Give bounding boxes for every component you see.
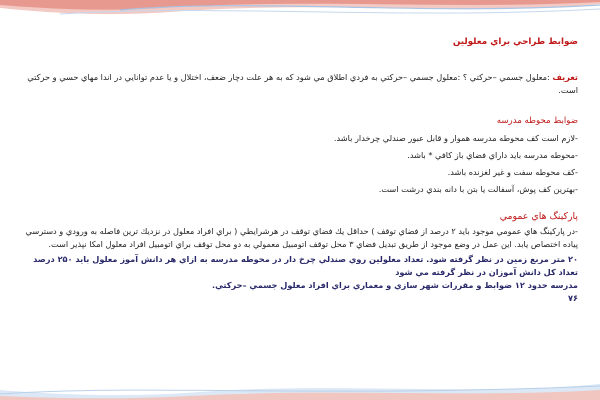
definition-label: تعريف (552, 72, 578, 82)
parking-text: -در پاركينگ هاي عمومي موجود بايد ۲ درصد از فضاي توقف ) حداقل يك فضاي توقف در هرشرايطي ( براي افراد معلول در نزديك ترين فاصله به ورودي و دسترسي پياده اختصاص يابد. اين عمل در وضع موجود از طريق تبديل فضاي ۳ محل توقف اتومبيل معمولي به دو محل توقف براي اتومبيل افراد معلول امكا نپذير است. (25, 226, 578, 249)
slide-content (22, 36, 578, 305)
top-wave-decoration (0, 0, 600, 30)
bottom-wave-decoration (0, 378, 600, 400)
parking-bold-note: ۲۰ متر مربع زمين در نظر گرفته شود. تعداد معلولين روي صندلي چرخ دار در محوطه مدرسه به ازاي هر دانش آموز معلول بايد ۲۵۰ درصد تعداد كل دانش آموزان در نظر گرفته مي شود (33, 254, 578, 277)
parking-footer-note: مدرسه حدود ۱۲ ضوابط و مقررات شهر سازي و معماري براي افراد معلول جسمي –حركتي. (211, 280, 578, 290)
definition-text: :معلول جسمي –حركتي ؟ :معلول جسمي –حركتي به فردي اطلاق مي شود كه به هر علت دچار ضعف، اختلال و يا عدم توانايي در اندا مهاي حسي و حركتي است. (27, 72, 578, 95)
page-number: ۷۶ (568, 293, 578, 303)
school-rule: -محوطه مدرسه بايد داراي فضاي باز كافي * باشد. (407, 150, 578, 160)
school-rule: -بهترين كف پوش، آسفالت يا بتن با دانه بندي درشت است. (378, 184, 578, 194)
school-section (22, 115, 578, 196)
parking-heading: پاركينگ هاي عمومي (499, 211, 578, 222)
page-title: ضوابط طراحي براي معلولين (452, 37, 578, 47)
school-rule: -لازم است كف محوطه مدرسه هموار و قابل عبور صندلي چرخدار باشد. (333, 133, 578, 143)
school-rule: -كف محوطه سفت و غير لغزنده باشد. (447, 167, 578, 177)
school-heading: ضوابط محوطه مدرسه (496, 116, 578, 126)
definition-paragraph (22, 71, 578, 97)
parking-section (22, 210, 578, 305)
